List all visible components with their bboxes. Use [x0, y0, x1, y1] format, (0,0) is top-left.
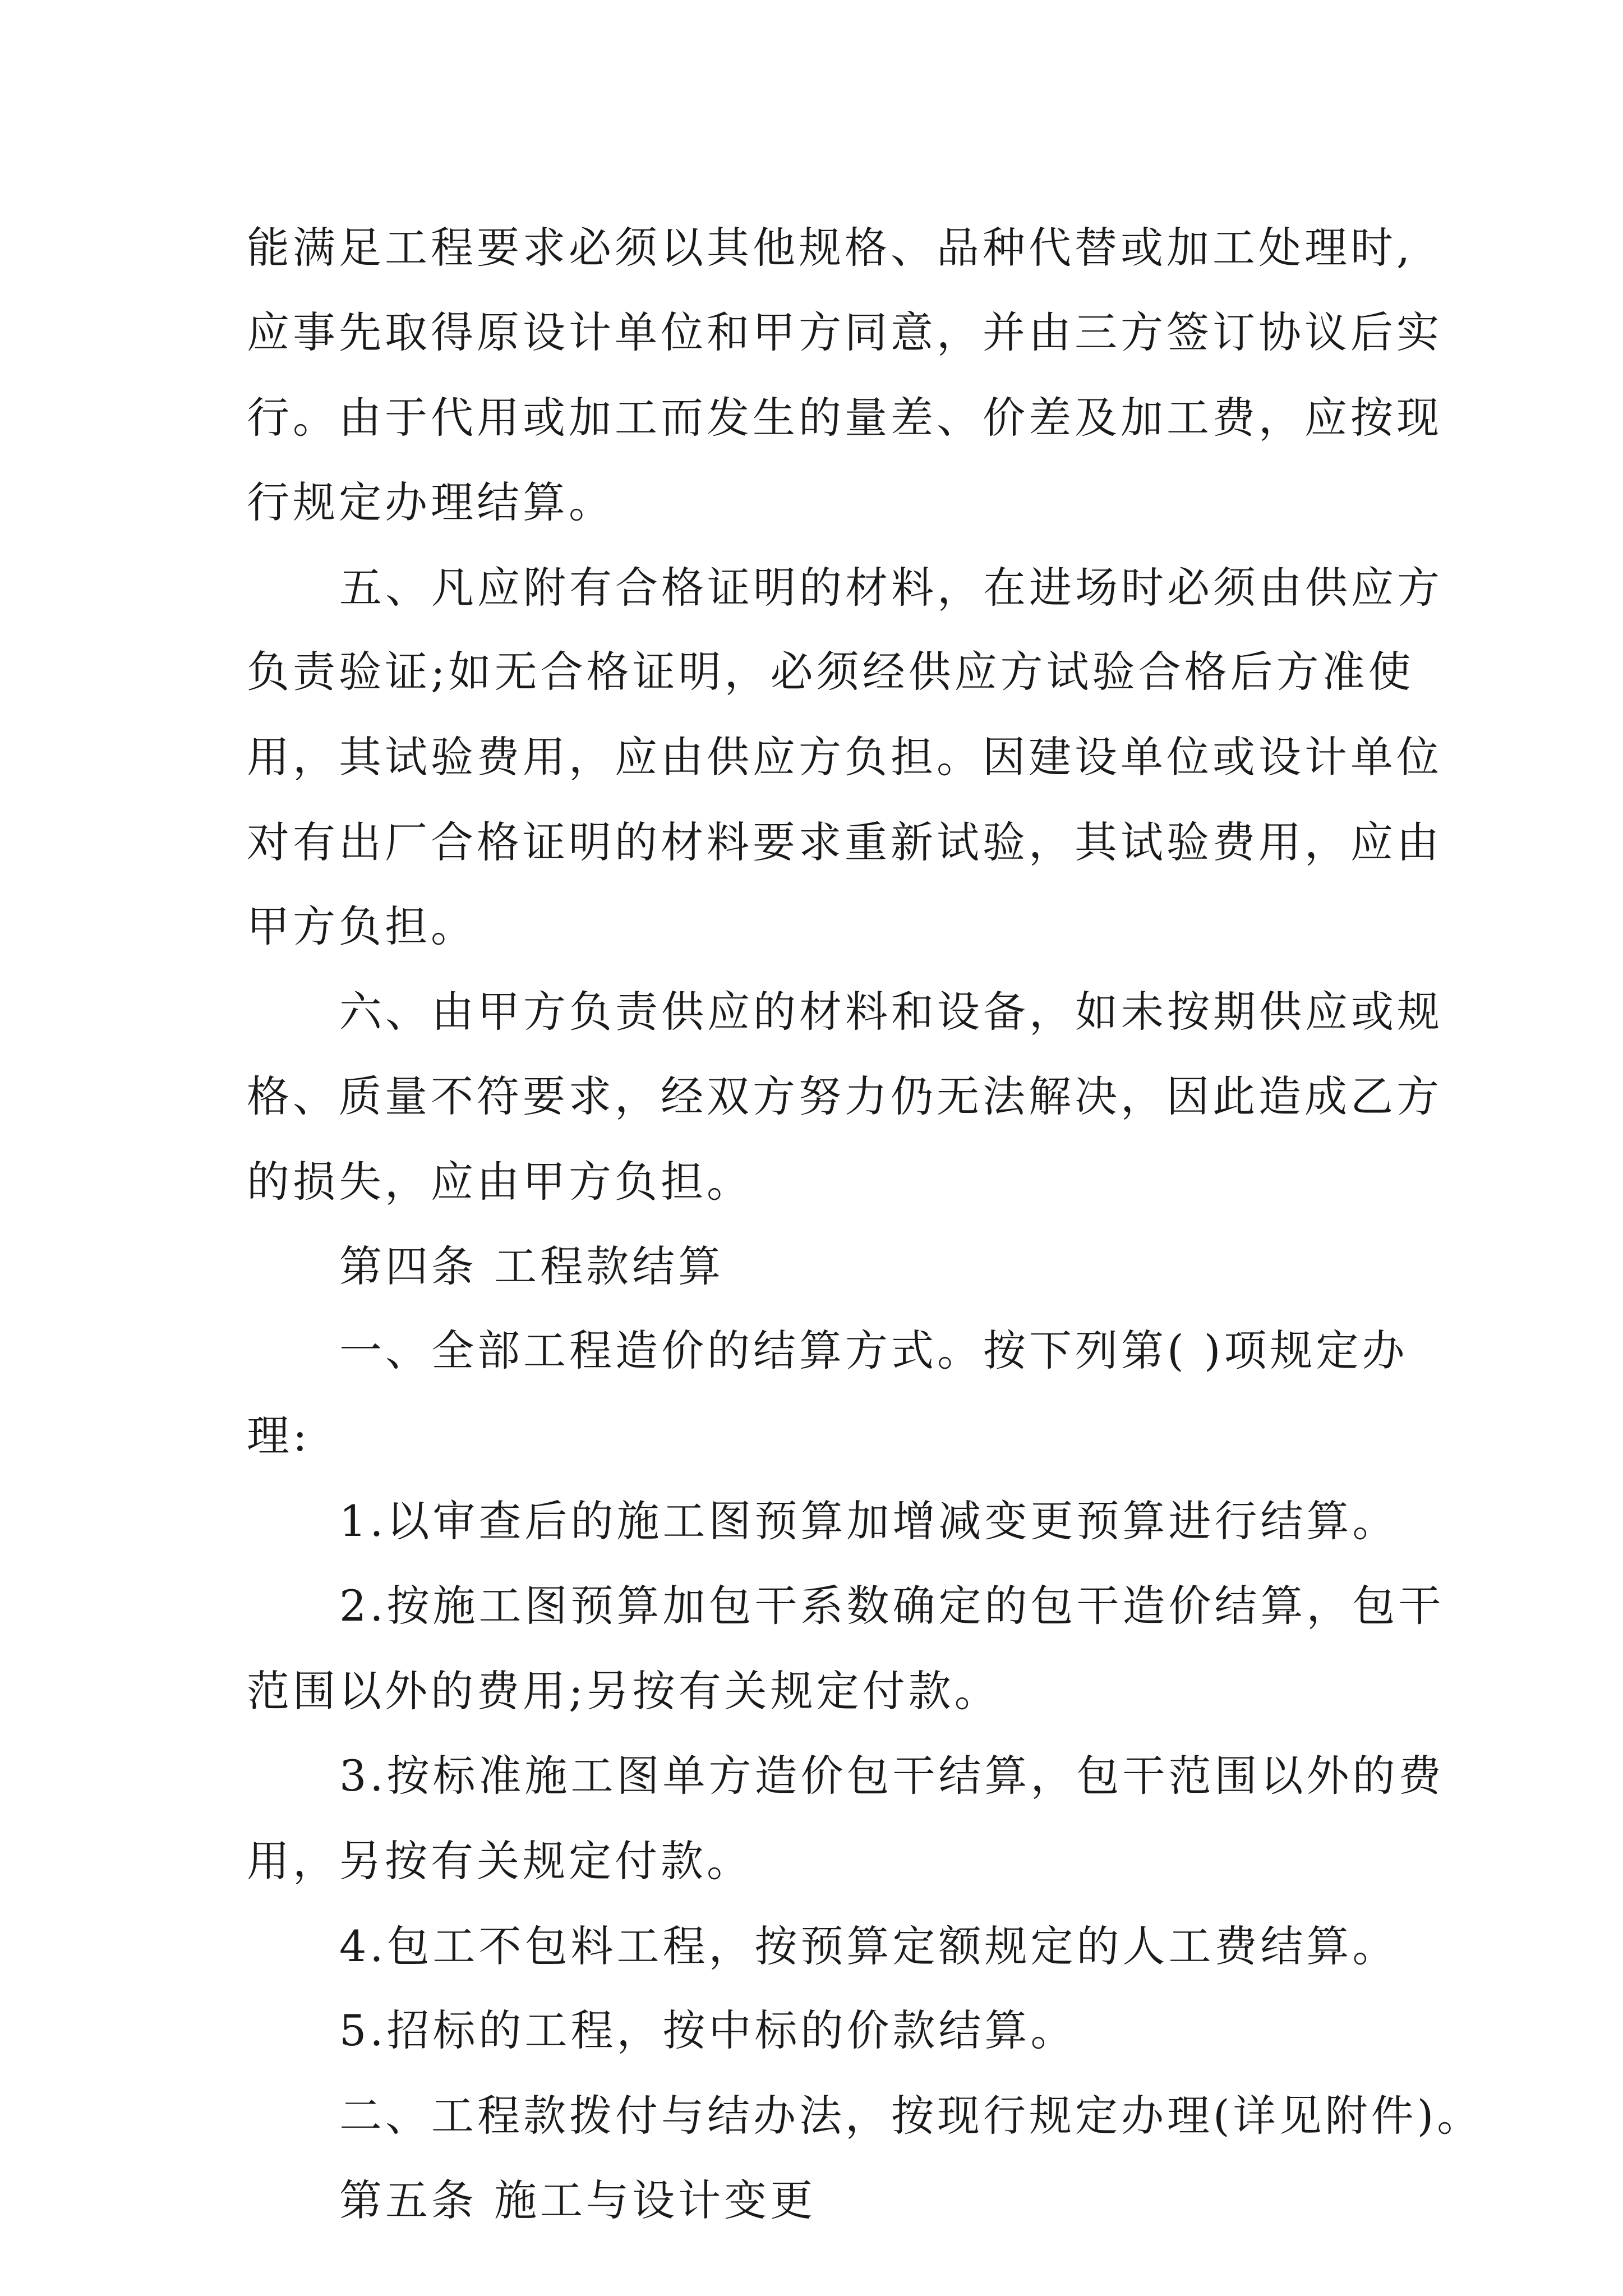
- text-line: 理:: [247, 1411, 311, 1461]
- list-item: 4.包工不包料工程，按预算定额规定的人工费结算。: [339, 1921, 1399, 1971]
- text-line: 甲方负担。: [247, 901, 477, 951]
- text-line: 用，其试验费用，应由供应方负担。因建设单位或设计单位: [247, 732, 1442, 782]
- list-item: 3.按标准施工图单方造价包干结算，包干范围以外的费: [339, 1751, 1445, 1801]
- text-line: 用，另按有关规定付款。: [247, 1836, 753, 1886]
- text-line: 范围以外的费用;另按有关规定付款。: [247, 1666, 1000, 1716]
- text-line: 行规定办理结算。: [247, 477, 615, 527]
- text-line: 负责验证;如无合格证明，必须经供应方试验合格后方准使: [247, 647, 1414, 697]
- list-item: 1.以审查后的施工图预算加增减变更预算进行结算。: [339, 1496, 1399, 1546]
- paragraph-start: 六、由甲方负责供应的材料和设备，如未按期供应或规: [339, 987, 1443, 1037]
- text-line: 的损失，应由甲方负担。: [247, 1157, 753, 1207]
- paragraph-start: 一、全部工程造价的结算方式。按下列第( )项规定办: [339, 1326, 1408, 1375]
- text-line: 格、质量不符要求，经双方努力仍无法解决，因此造成乙方: [247, 1071, 1442, 1121]
- text-line: 行。由于代用或加工而发生的量差、价差及加工费，应按现: [247, 393, 1442, 443]
- paragraph-start: 二、工程款拨付与结办法，按现行规定办理(详见附件)。: [339, 2091, 1483, 2141]
- list-item: 5.招标的工程，按中标的价款结算。: [339, 2005, 1077, 2055]
- article-heading: 第五条 施工与设计变更: [339, 2175, 817, 2225]
- paragraph-start: 五、凡应附有合格证明的材料，在进场时必须由供应方: [339, 563, 1443, 613]
- text-line: 能满足工程要求必须以其他规格、品种代替或加工处理时,: [247, 223, 1414, 273]
- text-line: 应事先取得原设计单位和甲方同意，并由三方签订协议后实: [247, 307, 1442, 357]
- text-line: 对有出厂合格证明的材料要求重新试验，其试验费用，应由: [247, 817, 1442, 867]
- article-heading: 第四条 工程款结算: [339, 1241, 725, 1291]
- list-item: 2.按施工图预算加包干系数确定的包干造价结算，包干: [339, 1581, 1445, 1631]
